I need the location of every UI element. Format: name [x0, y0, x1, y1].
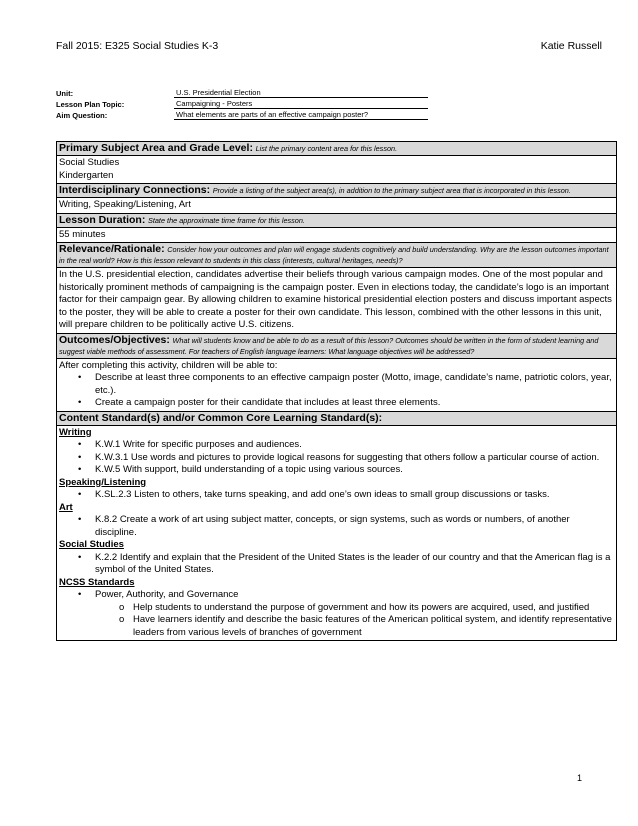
header-author: Katie Russell	[540, 40, 602, 52]
section-hint: Consider how your outcomes and plan will engage students cognitively and build understanding. Why are the lesson outcomes important in the real world? How is this lesson relevant to students in this class (interests, cultural heritages, needs)?	[59, 245, 609, 265]
list-item: • K.W.3.1 Use words and pictures to provide logical reasons for suggesting that others follow a particular course of action.	[59, 452, 614, 465]
outcomes-intro: After completing this activity, children will be able to:	[59, 359, 278, 371]
section-rationale	[57, 243, 616, 268]
section-primary-subject	[57, 142, 616, 156]
section-title: Lesson Duration:	[59, 213, 146, 226]
section-outcomes	[57, 334, 616, 359]
sub-list-item: o Have learners identify and describe the basic features of the American political system, and identify representative leaders from various levels of branches of government	[59, 614, 614, 639]
section-standards	[57, 412, 616, 426]
meta-value: U.S. Presidential Election	[174, 88, 428, 98]
meta-value: Campaigning - Posters	[174, 99, 428, 109]
speaking-list	[59, 489, 614, 502]
art-list	[59, 514, 614, 539]
meta-row-topic	[56, 98, 428, 109]
list-item: • K.8.2 Create a work of art using subject matter, concepts, or sign systems, such as words or numbers, of another discipline.	[59, 514, 614, 539]
section-hint: What will students know and be able to do as a result of this lesson? Outcomes should be written in the form of student learning and suggest viable methods of assessment. For teachers of English language learners: What language objectives will be addressed?	[59, 335, 599, 356]
rationale-text: In the U.S. presidential election, candidates advertise their beliefs through various campaign modes. One of the most popular and historically prominent methods of campaigning is the campaign poster. Even in elections today, the candidate’s logo is an important factor for their campaign gear. By allowing children to examine historical presidential election posters and discuss important aspects to the poster, they will be able to create a poster for their own candidate. This lesson, combined with the other lessons in this unit, will prepare children to be politically active U.S. citizens.	[57, 268, 616, 334]
speaking-heading: Speaking/Listening	[59, 476, 147, 488]
page-number: 1	[576, 773, 582, 783]
section-hint: Provide a listing of the subject area(s), in addition to the primary subject area that is incorporated in this lesson.	[212, 186, 571, 195]
list-item: • Create a campaign poster for their candidate that includes at least three elements.	[59, 397, 614, 410]
outcomes-content	[57, 359, 616, 412]
writing-list	[59, 439, 614, 477]
ncss-heading: NCSS Standards	[59, 576, 135, 588]
meta-row-unit	[56, 87, 428, 98]
duration-value: 55 minutes	[57, 228, 616, 244]
list-item: • K.W.5 With support, build understanding of a topic using various sources.	[59, 464, 614, 477]
list-item: • Power, Authority, and Governance	[59, 589, 614, 602]
section-interdisciplinary	[57, 184, 616, 198]
writing-heading: Writing	[59, 426, 92, 438]
grade-line: Kindergarten	[59, 169, 114, 181]
section-title: Relevance/Rationale:	[59, 243, 165, 255]
lesson-plan-table	[56, 141, 617, 641]
section-title: Outcomes/Objectives:	[59, 333, 170, 346]
section-title: Primary Subject Area and Grade Level:	[59, 142, 253, 154]
outcomes-list	[59, 372, 614, 410]
section-hint: List the primary content area for this lesson.	[255, 144, 398, 153]
primary-subject-value	[57, 156, 616, 184]
list-item: • K.2.2 Identify and explain that the President of the United States is the leader of our country and that the American flag is a symbol of the United States.	[59, 552, 614, 577]
list-item: • Describe at least three components to an effective campaign poster (Motto, image, candidate’s name, patriotic colors, year, etc.).	[59, 372, 614, 397]
meta-label: Aim Question:	[56, 111, 108, 120]
section-hint: State the approximate time frame for this lesson.	[147, 215, 305, 225]
header-course: Fall 2015: E325 Social Studies K-3	[56, 40, 219, 52]
section-duration	[57, 214, 616, 228]
art-heading: Art	[59, 501, 73, 513]
meta-value: What elements are parts of an effective campaign poster?	[174, 110, 428, 120]
meta-label: Lesson Plan Topic:	[56, 100, 125, 109]
interdisciplinary-value: Writing, Speaking/Listening, Art	[57, 198, 616, 214]
subject-line: Social Studies	[59, 157, 120, 168]
ncss-list	[59, 589, 614, 639]
sub-list-item: o Help students to understand the purpose of government and how its powers are acquired, used, and justified	[59, 602, 614, 615]
section-title: Interdisciplinary Connections:	[59, 184, 211, 196]
meta-row-aim	[56, 109, 428, 120]
standards-content	[57, 426, 616, 641]
section-title: Content Standard(s) and/or Common Core Learning Standard(s):	[59, 411, 383, 424]
social-studies-heading: Social Studies	[59, 539, 124, 550]
social-studies-list	[59, 552, 614, 577]
meta-label: Unit:	[56, 89, 74, 98]
list-item: • K.W.1 Write for specific purposes and audiences.	[59, 439, 614, 452]
lesson-meta	[56, 87, 428, 120]
list-item: • K.SL.2.3 Listen to others, take turns speaking, and add one’s own ideas to small group discussions or tasks.	[59, 489, 614, 502]
